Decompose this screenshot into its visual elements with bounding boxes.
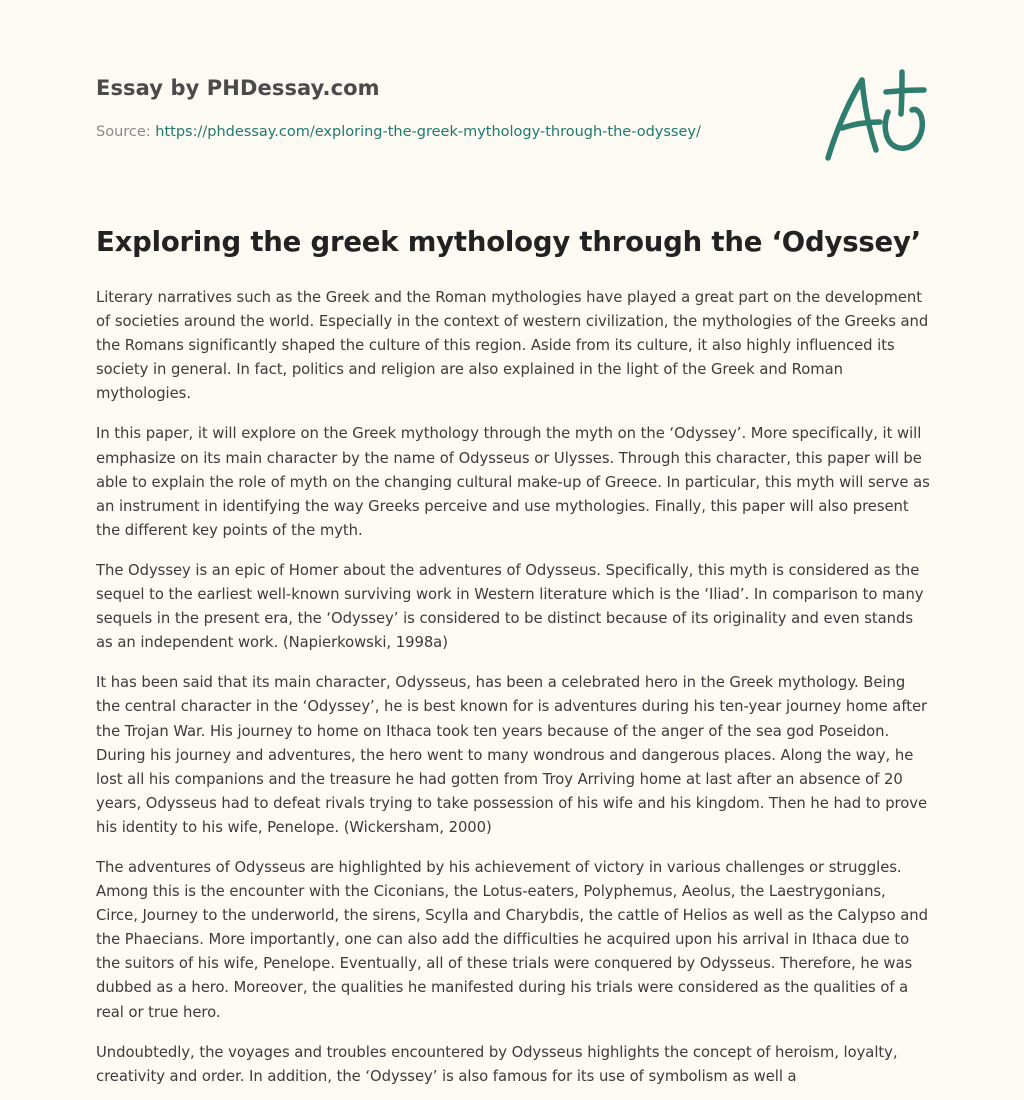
essay-paragraph: The adventures of Odysseus are highlighted by his achievement of victory in various challenges or struggles. Among this is the encounter with the Ciconians, the Lotus-eaters, Polyphemus, Aeolus, the Laestrygonians, Circe, Journey to the underworld, the sirens, Scylla and Charybdis, the cattle of Helios as well as the Calypso and the Phaecians. More importantly, one can also add the difficulties he acquired upon his arrival in Ithaca due to the suitors of his wife, Penelope. Eventually, all of these trials were conquered by Odysseus. Therefore, he was dubbed as a hero. Moreover, the qualities he manifested during his trials were considered as the qualities of a real or true hero.: [96, 858, 928, 1021]
essay-paragraph: Undoubtedly, the voyages and troubles encountered by Odysseus highlights the concept of heroism, loyalty, creativity and order. In addition, the ‘Odyssey’ is also famous for its use of symbolism as well a: [96, 1043, 898, 1085]
essay-paragraph: It has been said that its main character, Odysseus, has been a celebrated hero in the Greek mythology. Being the central character in the ‘Odyssey’, he is best known for is adventures during his ten-year journey home after the Trojan War. His journey to home on Ithaca took ten years because of the anger of the sea god Poseidon. During his journey and adventures, the hero went to many wondrous and dangerous places. Along the way, he lost all his companions and the treasure he had gotten from Troy Arriving home at last after an absence of 20 years, Odysseus had to defeat rivals trying to take possession of his wife and his kingdom. Then he had to prove his identity to his wife, Penelope. (Wickersham, 2000): [96, 674, 928, 836]
source-label: Source:: [96, 124, 156, 140]
essay-paragraph: In this paper, it will explore on the Greek mythology through the myth on the ‘Odyssey’. More specifically, it will emphasize on its main character by the name of Odysseus or Ulysses. Through this character, this paper will be able to explain the role of myth on the changing cultural make-up of Greece. In particular, this myth will serve as an instrument in identifying the way Greeks perceive and use mythologies. Finally, this paper will also present the different key points of the myth.: [96, 425, 930, 539]
essay-paragraph: Literary narratives such as the Greek and the Roman mythologies have played a great part on the development of societies around the world. Especially in the context of western civilization, the mythologies of the Greeks and the Romans significantly shaped the culture of this region. Aside from its culture, it also highly influenced its society in general. In fact, politics and religion are also explained in the light of the Greek and Roman mythologies.: [96, 289, 929, 403]
source-link[interactable]: https://phdessay.com/exploring-the-greek-mythology-through-the-odyssey/: [155, 124, 701, 140]
essay-paragraph: The Odyssey is an epic of Homer about the adventures of Odysseus. Specifically, this myth is considered as the sequel to the earliest well-known surviving work in Western literature which is the ‘Iliad’. In comparison to many sequels in the present era, the ‘Odyssey’ is considered to be distinct because of its originality and even stands as an independent work. (Napierkowski, 1998a): [96, 561, 924, 652]
essay-title: Exploring the greek mythology through the ‘Odyssey’: [96, 226, 921, 258]
source-line: [96, 124, 701, 140]
essay-body: [96, 286, 932, 1100]
site-brand: Essay by PHDessay.com: [96, 76, 380, 100]
a-plus-logo-icon: [818, 66, 930, 166]
